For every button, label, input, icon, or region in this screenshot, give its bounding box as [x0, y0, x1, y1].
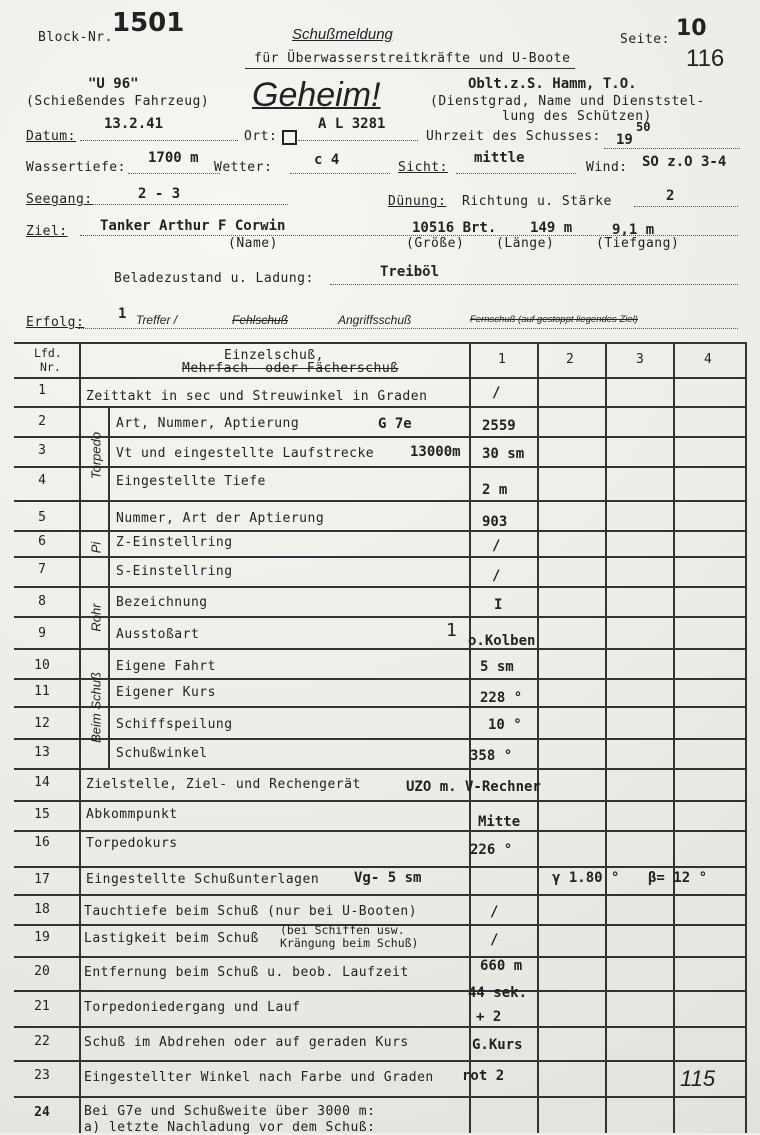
row-value: 10 °: [488, 717, 522, 733]
row-extra: G 7e: [378, 416, 412, 432]
row-label: Nummer, Art der Aptierung: [116, 511, 325, 526]
table-row-divider: [14, 648, 746, 650]
row-number: 3: [38, 443, 46, 458]
row-label-sub: a) letzte Nachladung vor dem Schuß:: [84, 1120, 376, 1135]
load-label: Beladezustand u. Ladung:: [114, 271, 314, 286]
wind-label: Wind:: [586, 160, 628, 175]
shooter-caption-2: lung des Schützen): [502, 109, 652, 124]
row-label: Zeittakt in sec und Streuwinkel in Graden: [86, 389, 428, 404]
table-row-divider: [14, 894, 746, 896]
row-extra: 13000m: [410, 444, 461, 460]
row-extra-gamma: γ 1.80 °: [552, 870, 620, 886]
date-label: Datum:: [26, 129, 76, 144]
success-miss: Fehlschuß: [232, 313, 289, 327]
table-row-divider: [14, 1096, 746, 1098]
col-shot-1: 1: [498, 352, 507, 367]
table-row-divider: [14, 678, 746, 680]
swell-value: 2: [666, 188, 675, 204]
col-desc-header-1: Einzelschuß,: [224, 348, 324, 363]
visibility-value: mittle: [474, 150, 525, 166]
date-value: 13.2.41: [104, 116, 164, 132]
row-value: 660 m: [480, 958, 523, 974]
row-value: 2559: [482, 418, 516, 434]
row-value: 30 sm: [482, 446, 525, 462]
form-title: Schußmeldung: [292, 26, 393, 43]
row-value: 903: [482, 514, 508, 530]
table-row-divider: [14, 616, 746, 618]
row-number: 10: [34, 658, 50, 673]
row-number: 1: [38, 383, 46, 398]
success-attack: Angriffsschuß: [338, 313, 412, 327]
table-row-divider: [14, 830, 746, 832]
row-label: S-Einstellring: [116, 564, 233, 579]
col-desc-header-2: Mehrfach- oder Fächerschuß: [182, 361, 399, 376]
row-value: 226 °: [470, 842, 513, 858]
row-value: rot 2: [462, 1068, 505, 1084]
table-row-divider: [14, 956, 746, 958]
shooter-value: Oblt.z.S. Hamm, T.O.: [468, 76, 637, 92]
table-row-divider: [14, 800, 746, 802]
group-label-rohr: Rohr: [88, 603, 104, 632]
row-label: Eingestellte Schußunterlagen: [86, 872, 320, 887]
row-label: Bei G7e und Schußweite über 3000 m:: [84, 1104, 376, 1119]
row-number: 18: [34, 902, 50, 917]
row-number: 8: [38, 594, 46, 609]
table-row-divider: [14, 500, 746, 502]
row-number: 21: [34, 999, 50, 1014]
success-long-range: Fernschuß (auf gestoppt liegendes Ziel): [470, 314, 638, 325]
row-label: Torpedoniedergang und Lauf: [84, 1000, 301, 1015]
block-number: 1501: [112, 8, 185, 38]
classification-stamp: Geheim!: [252, 76, 381, 114]
row-value: G.Kurs: [472, 1037, 523, 1053]
row-number: 4: [38, 473, 46, 488]
load-value: Treiböl: [380, 264, 440, 280]
row-label: Schußwinkel: [116, 746, 208, 761]
vessel-value: "U 96": [88, 76, 139, 92]
col-shot-3: 3: [636, 352, 645, 367]
row-label: Zielstelle, Ziel- und Rechengerät: [86, 777, 361, 792]
row-number: 7: [38, 562, 46, 577]
row-value: 5 sm: [480, 659, 514, 675]
success-hits: Treffer /: [136, 313, 178, 327]
row-value: 228 °: [480, 690, 523, 706]
row-number: 11: [34, 684, 50, 699]
row-extra: UZO m. V-Rechner: [406, 779, 541, 795]
success-label: Erfolg:: [26, 315, 85, 330]
place-label: Ort:: [244, 129, 278, 144]
weather-label: Wetter:: [214, 160, 273, 175]
target-label: Ziel:: [26, 224, 68, 239]
row-number: 6: [38, 534, 46, 549]
row-label: Abkommpunkt: [86, 807, 178, 822]
form-subtitle: für Überwasserstreitkräfte und U-Boote: [254, 51, 571, 66]
swell-label: Dünung:: [388, 194, 447, 209]
table-row-divider: [14, 738, 746, 740]
table-row-divider: [14, 866, 746, 868]
visibility-label: Sicht:: [398, 160, 448, 175]
table-row-divider: [14, 990, 746, 992]
page-number-secondary: 116: [686, 45, 725, 72]
draft-caption: (Tiefgang): [596, 236, 680, 251]
swell-text: Richtung u. Stärke: [462, 194, 612, 209]
page-label: Seite:: [620, 32, 670, 47]
row-number: 20: [34, 964, 50, 979]
checkbox-icon: [282, 130, 297, 145]
row-number: 14: [34, 775, 50, 790]
weather-value: c 4: [314, 152, 340, 168]
row-number: 23: [34, 1068, 50, 1083]
row-extra-beta: β= 12 °: [648, 870, 708, 886]
row-value: + 2: [476, 1009, 502, 1025]
table-row-divider: [14, 706, 746, 708]
row-label: Tauchtiefe beim Schuß (nur bei U-Booten): [84, 904, 418, 919]
length-caption: (Länge): [496, 236, 555, 251]
sea-value: 2 - 3: [138, 186, 181, 202]
handwritten-annotation: 115: [680, 1066, 716, 1091]
target-value: Tanker Arthur F Corwin: [100, 218, 286, 234]
row-value: Mitte: [478, 814, 521, 830]
row-number: 9: [38, 626, 46, 641]
row-label: Schiffspeilung: [116, 717, 233, 732]
row-label: Entfernung beim Schuß u. beob. Laufzeit: [84, 965, 409, 980]
group-label-beim-schuss: Beim Schuß: [88, 672, 104, 743]
row-number: 5: [38, 510, 46, 525]
row-label: Vt und eingestellte Laufstrecke: [116, 446, 375, 461]
row-label: Schuß im Abdrehen oder auf geraden Kurs: [84, 1035, 409, 1050]
row-label: Eingestellter Winkel nach Farbe und Graden: [84, 1070, 434, 1085]
target-size: 10516 Brt.: [412, 220, 497, 236]
name-caption: (Name): [228, 236, 278, 251]
wind-value: SO z.O 3-4: [642, 154, 727, 170]
table-row-divider: [14, 466, 746, 468]
shooter-caption-1: (Dienstgrad, Name und Dienststel-: [430, 94, 705, 109]
place-value: A L 3281: [318, 116, 386, 132]
row-value: /: [492, 568, 501, 584]
table-row-divider: [14, 1026, 746, 1028]
table-row-divider: [14, 1060, 746, 1062]
depth-value: 1700 m: [148, 150, 199, 166]
row-number: 16: [34, 835, 50, 850]
row-number: 15: [34, 807, 50, 822]
row-number: 22: [34, 1034, 50, 1049]
page-number: 10: [676, 16, 707, 41]
row-label: Torpedokurs: [86, 836, 178, 851]
row-value: /: [492, 385, 501, 401]
row-label: Eingestellte Tiefe: [116, 474, 266, 489]
row-number: 2: [38, 414, 46, 429]
time-value: 19: [616, 132, 633, 148]
table-row-divider: [14, 377, 746, 379]
row-label-note: (bei Schiffen usw. Krängung beim Schuß): [280, 923, 419, 950]
row-number: 12: [34, 716, 50, 731]
table-row-divider: [14, 406, 746, 408]
row-label: Eigener Kurs: [116, 685, 216, 700]
table-row-divider: [14, 556, 746, 558]
col-nr-header-1: Lfd.: [34, 346, 62, 360]
row-value: I: [494, 597, 503, 613]
row-value: 2 m: [482, 482, 508, 498]
size-caption: (Größe): [406, 236, 465, 251]
target-draft: 9,1 m: [612, 222, 655, 238]
row-value: o.Kolben: [468, 633, 536, 649]
table-row-divider: [14, 768, 746, 770]
sea-label: Seegang:: [26, 192, 93, 207]
table-row-divider: [14, 586, 746, 588]
col-shot-4: 4: [704, 352, 713, 367]
row-value: 358 °: [470, 748, 513, 764]
row-value: /: [490, 904, 499, 920]
group-label-pi: Pi: [88, 541, 104, 554]
target-length: 149 m: [530, 220, 573, 236]
group-label-torpedo: Torpedo: [88, 431, 104, 480]
row-value: /: [490, 932, 499, 948]
row-label: Eigene Fahrt: [116, 659, 216, 674]
row-number: 19: [34, 930, 50, 945]
row-value: /: [492, 538, 501, 554]
row-label: Z-Einstellring: [116, 535, 233, 550]
time-label: Uhrzeit des Schusses:: [426, 129, 601, 144]
vessel-caption: (Schießendes Fahrzeug): [26, 94, 210, 109]
row-label: Art, Nummer, Aptierung: [116, 416, 300, 431]
time-superscript: 50: [636, 120, 651, 134]
table-row-divider: [14, 436, 746, 438]
row-number: 24: [34, 1105, 50, 1120]
row-value-2: 44 sek.: [468, 985, 528, 1001]
row-extra: Vg- 5 sm: [354, 870, 422, 886]
depth-label: Wassertiefe:: [26, 160, 126, 175]
col-nr-header-2: Nr.: [40, 360, 61, 374]
row-extra: 1: [446, 620, 457, 641]
row-label: Bezeichnung: [116, 595, 208, 610]
table-row-divider: [14, 530, 746, 532]
row-number: 17: [34, 872, 50, 887]
row-label: Ausstoßart: [116, 627, 200, 642]
success-value: 1: [118, 306, 127, 322]
col-shot-2: 2: [566, 352, 575, 367]
block-label: Block-Nr.: [38, 30, 113, 45]
row-number: 13: [34, 745, 50, 760]
row-label: Lastigkeit beim Schuß: [84, 931, 259, 946]
